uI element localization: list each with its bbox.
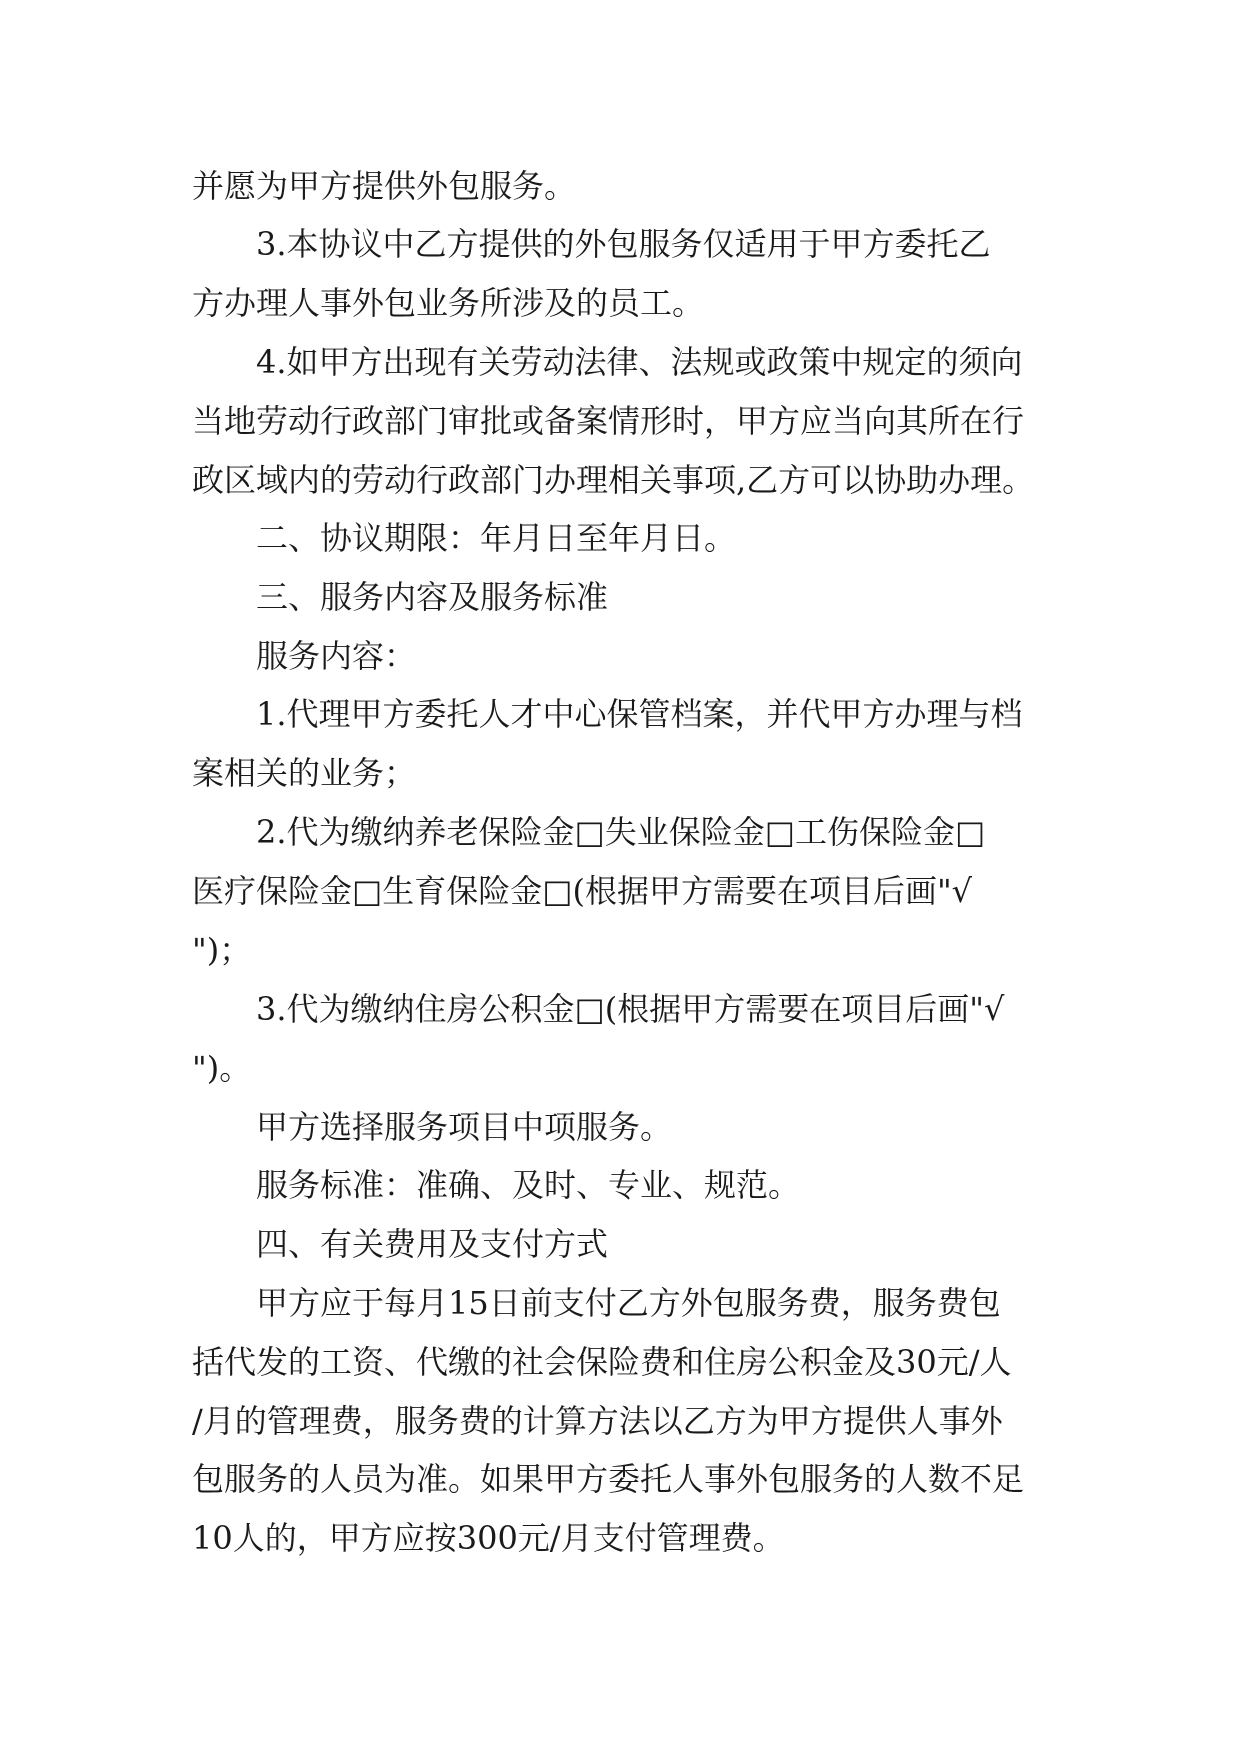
body-text-line: 括代发的工资、代缴的社会保险费和住房公积金及30元/人 (192, 1343, 1012, 1381)
body-text-line: ")。 (192, 1049, 252, 1087)
service-standard-text: 服务标准：准确、及时、专业、规范。 (256, 1166, 801, 1204)
clause-4-text: 4.如甲方出现有关劳动法律、法规或政策中规定的须向 (256, 343, 1023, 381)
section-heading-agreement-term: 二、协议期限：年月日至年月日。 (256, 519, 737, 557)
body-text-line: /月的管理费，服务费的计算方法以乙方为甲方提供人事外 (192, 1402, 1003, 1440)
body-text-line: 医疗保险金□生育保险金□(根据甲方需要在项目后画"√ (192, 872, 973, 910)
body-text-line: 政区域内的劳动行政部门办理相关事项,乙方可以协助办理。 (192, 461, 1035, 499)
service-item-3-text: 3.代为缴纳住房公积金□(根据甲方需要在项目后画"√ (256, 990, 1005, 1028)
section-heading-service-content: 三、服务内容及服务标准 (256, 578, 609, 616)
body-text-line: ")； (192, 931, 252, 969)
service-item-1-text: 1.代理甲方委托人才中心保管档案，并代甲方办理与档 (256, 695, 1023, 733)
body-text-line: 方办理人事外包业务所涉及的员工。 (192, 284, 705, 322)
clause-3-text: 3.本协议中乙方提供的外包服务仅适用于甲方委托乙 (256, 225, 991, 263)
service-item-2-text: 2.代为缴纳养老保险金□失业保险金□工伤保险金□ (256, 813, 986, 851)
body-text-line: 10人的，甲方应按300元/月支付管理费。 (192, 1519, 785, 1557)
service-selection-text: 甲方选择服务项目中项服务。 (256, 1108, 673, 1146)
body-text-line: 包服务的人员为准。如果甲方委托人事外包服务的人数不足 (192, 1460, 1025, 1498)
subheading-service-content: 服务内容： (256, 637, 417, 675)
fees-paragraph-text: 甲方应于每月15日前支付乙方外包服务费，服务费包 (256, 1284, 1001, 1322)
body-text-line: 并愿为甲方提供外包服务。 (192, 167, 577, 205)
body-text-line: 案相关的业务； (192, 754, 417, 792)
section-heading-fees: 四、有关费用及支付方式 (256, 1225, 609, 1263)
body-text-line: 当地劳动行政部门审批或备案情形时，甲方应当向其所在行 (192, 402, 1025, 440)
